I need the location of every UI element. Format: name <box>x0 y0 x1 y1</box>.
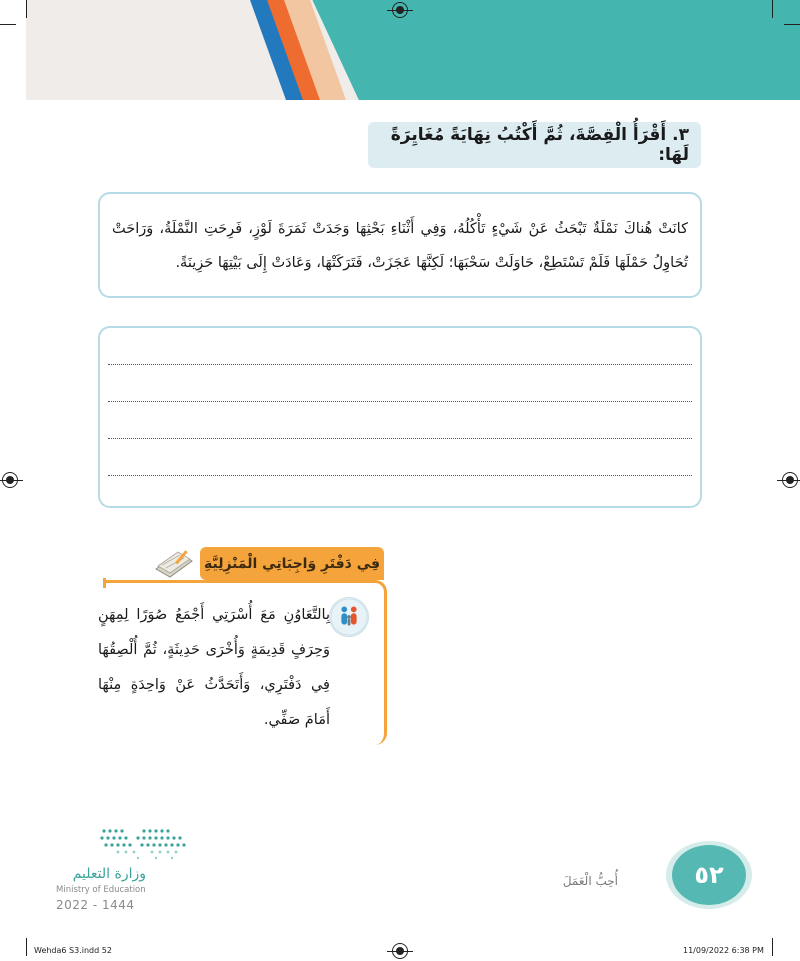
crop-mark <box>26 938 27 956</box>
answer-line <box>108 475 692 476</box>
page-number: ٥٢ <box>694 861 724 889</box>
question-text: ٣. أَقْرَأُ الْقِصَّةَ، ثُمَّ أَكْتُبُ نِهَايَةً مُغَايِرَةً لَهَا: <box>390 125 689 165</box>
answer-line <box>108 364 692 365</box>
unit-title: أُحِبُّ الْعَمَلَ <box>562 874 618 888</box>
answer-line <box>108 438 692 439</box>
ministry-logo-icon <box>98 827 190 861</box>
answer-line <box>108 401 692 402</box>
notebook-icon <box>150 547 196 579</box>
question-header <box>368 122 701 168</box>
ministry-name-english: Ministry of Education <box>56 885 146 895</box>
homework-header <box>200 547 384 580</box>
homework-title: فِي دَفْتَرِ وَاجِبَاتِي الْمَنْزِلِيَّةِ <box>203 555 381 572</box>
crop-mark <box>0 24 16 25</box>
ministry-name-arabic: وزارة التعليم <box>72 866 146 882</box>
edition-year: 2022 - 1444 <box>56 898 135 912</box>
family-icon <box>329 597 369 637</box>
crop-mark <box>772 938 773 956</box>
registration-mark-bottom <box>392 943 408 959</box>
registration-mark-left <box>2 472 18 488</box>
homework-box-edge <box>103 578 106 588</box>
print-slug-file: Wehda6 S3.indd 52 <box>34 946 112 955</box>
crop-mark <box>26 0 27 18</box>
story-text: كانَتْ هُناكَ نَمْلَةٌ تَبْحَثُ عَنْ شَيْءٍ تَأْكُلُهُ، وَفِي أَثْنَاءِ بَحْثِهَا وَجَدَتْ ثَمَرَةَ لَوْزٍ، فَرِحَتِ النَّمْلَةُ، وَرَاحَتْ تُحَاوِلُ حَمْلَهَا فَلَمْ تَسْتَطِعْ، حَاوَلَتْ سَحْبَهَا؛ لَكِنَّهَا عَجَزَتْ، فَتَرَكَتْهَا، وَعَادَتْ إِلَى بَيْتِهَا حَزِينَةً. <box>112 221 688 271</box>
page-number-badge <box>672 845 746 905</box>
answer-box[interactable] <box>98 326 702 508</box>
crop-mark <box>784 24 800 25</box>
crop-mark <box>772 0 773 18</box>
print-slug-date: 11/09/2022 6:38 PM <box>683 946 764 955</box>
registration-mark-right <box>782 472 798 488</box>
story-box <box>98 192 702 298</box>
registration-mark-top <box>392 2 408 18</box>
homework-text: بِالتَّعَاوُنِ مَعَ أُسْرَتِي أَجْمَعُ صُوَرًا لِمِهَنٍ وَحِرَفٍ قَدِيمَةٍ وَأُخْرَى حَدِيثَةٍ، ثُمَّ أُلْصِقُهَا فِي دَفْتَرِي، وَأَتَحَدَّثُ عَنْ وَاحِدَةٍ مِنْهَا أَمَامَ صَفِّي. <box>98 607 330 728</box>
